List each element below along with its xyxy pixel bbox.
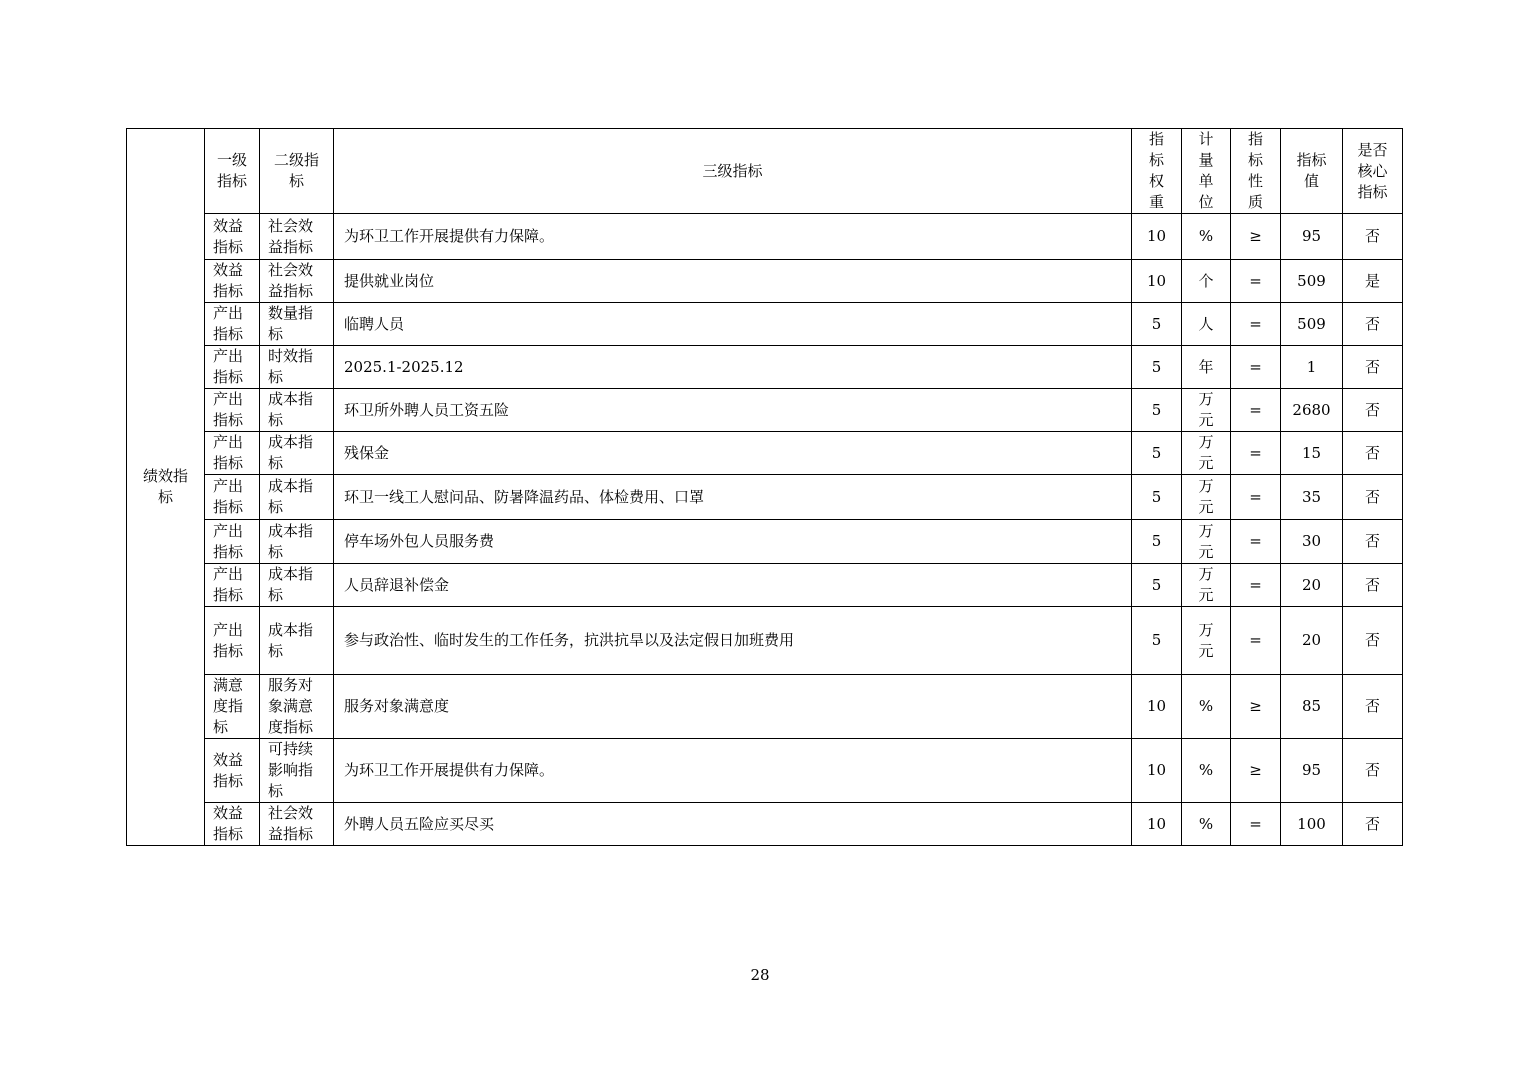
unit-cell: 个 — [1182, 260, 1231, 303]
level1-cell: 产出指标 — [205, 520, 260, 564]
level3-cell: 人员辞退补偿金 — [334, 564, 1132, 607]
core-cell: 否 — [1343, 520, 1403, 564]
unit-cell: 万元 — [1182, 389, 1231, 432]
value-cell: 85 — [1281, 675, 1343, 739]
level1-cell: 产出指标 — [205, 432, 260, 475]
nature-cell: = — [1231, 432, 1281, 475]
table-row — [127, 432, 1403, 475]
level1-cell: 效益指标 — [205, 214, 260, 260]
weight-cell: 5 — [1132, 564, 1182, 607]
level3-cell: 外聘人员五险应买尽买 — [334, 803, 1132, 846]
table-row — [127, 389, 1403, 432]
value-cell: 509 — [1281, 303, 1343, 346]
level3-cell: 环卫一线工人慰问品、防暑降温药品、体检费用、口罩 — [334, 475, 1132, 520]
unit-cell: % — [1182, 675, 1231, 739]
level3-cell: 2025.1-2025.12 — [334, 346, 1132, 389]
core-cell: 否 — [1343, 346, 1403, 389]
core-cell: 否 — [1343, 739, 1403, 803]
header-level1: 一级指标 — [205, 129, 260, 214]
weight-cell: 5 — [1132, 432, 1182, 475]
core-cell: 否 — [1343, 303, 1403, 346]
level1-cell: 产出指标 — [205, 475, 260, 520]
nature-cell: ≥ — [1231, 739, 1281, 803]
table-row — [127, 607, 1403, 675]
weight-cell: 10 — [1132, 803, 1182, 846]
header-level2: 二级指标 — [260, 129, 334, 214]
nature-cell: ≥ — [1231, 675, 1281, 739]
unit-cell: 万元 — [1182, 432, 1231, 475]
weight-cell: 5 — [1132, 303, 1182, 346]
level1-cell: 效益指标 — [205, 803, 260, 846]
nature-cell: = — [1231, 303, 1281, 346]
level3-cell: 残保金 — [334, 432, 1132, 475]
level2-cell: 服务对象满意度指标 — [260, 675, 334, 739]
nature-cell: = — [1231, 564, 1281, 607]
level3-cell: 服务对象满意度 — [334, 675, 1132, 739]
core-cell: 否 — [1343, 432, 1403, 475]
level1-cell: 满意度指标 — [205, 675, 260, 739]
level3-cell: 参与政治性、临时发生的工作任务，抗洪抗旱以及法定假日加班费用 — [334, 607, 1132, 675]
performance-indicator-table — [126, 128, 1403, 846]
core-cell: 是 — [1343, 260, 1403, 303]
level2-cell: 成本指标 — [260, 432, 334, 475]
level1-cell: 产出指标 — [205, 389, 260, 432]
level3-cell: 环卫所外聘人员工资五险 — [334, 389, 1132, 432]
level1-cell: 效益指标 — [205, 260, 260, 303]
unit-cell: 万元 — [1182, 475, 1231, 520]
table-row — [127, 214, 1403, 260]
core-cell: 否 — [1343, 564, 1403, 607]
value-cell: 95 — [1281, 214, 1343, 260]
weight-cell: 5 — [1132, 389, 1182, 432]
value-cell: 20 — [1281, 607, 1343, 675]
nature-cell: = — [1231, 346, 1281, 389]
value-cell: 35 — [1281, 475, 1343, 520]
weight-cell: 5 — [1132, 346, 1182, 389]
level3-cell: 临聘人员 — [334, 303, 1132, 346]
value-cell: 15 — [1281, 432, 1343, 475]
header-nature: 指标性质 — [1231, 129, 1281, 214]
value-cell: 95 — [1281, 739, 1343, 803]
unit-cell: % — [1182, 739, 1231, 803]
table-row — [127, 260, 1403, 303]
nature-cell: = — [1231, 389, 1281, 432]
header-unit: 计量单位 — [1182, 129, 1231, 214]
nature-cell: = — [1231, 803, 1281, 846]
level2-cell: 数量指标 — [260, 303, 334, 346]
level2-cell: 成本指标 — [260, 607, 334, 675]
nature-cell: ≥ — [1231, 214, 1281, 260]
weight-cell: 10 — [1132, 214, 1182, 260]
nature-cell: = — [1231, 260, 1281, 303]
core-cell: 否 — [1343, 675, 1403, 739]
unit-cell: 年 — [1182, 346, 1231, 389]
table-row — [127, 303, 1403, 346]
table-row — [127, 475, 1403, 520]
unit-cell: 万元 — [1182, 520, 1231, 564]
level3-cell: 为环卫工作开展提供有力保障。 — [334, 739, 1132, 803]
level2-cell: 社会效益指标 — [260, 260, 334, 303]
value-cell: 1 — [1281, 346, 1343, 389]
unit-cell: 万元 — [1182, 607, 1231, 675]
header-value: 指标值 — [1281, 129, 1343, 214]
value-cell: 30 — [1281, 520, 1343, 564]
core-cell: 否 — [1343, 803, 1403, 846]
table-row — [127, 739, 1403, 803]
level2-cell: 社会效益指标 — [260, 803, 334, 846]
weight-cell: 10 — [1132, 739, 1182, 803]
nature-cell: = — [1231, 475, 1281, 520]
level3-cell: 停车场外包人员服务费 — [334, 520, 1132, 564]
page-number: 28 — [750, 966, 770, 984]
weight-cell: 5 — [1132, 607, 1182, 675]
level2-cell: 成本指标 — [260, 389, 334, 432]
header-weight: 指标权重 — [1132, 129, 1182, 214]
core-cell: 否 — [1343, 389, 1403, 432]
nature-cell: = — [1231, 607, 1281, 675]
header-level3: 三级指标 — [334, 129, 1132, 214]
level2-cell: 成本指标 — [260, 520, 334, 564]
level1-cell: 产出指标 — [205, 564, 260, 607]
value-cell: 100 — [1281, 803, 1343, 846]
table-row — [127, 803, 1403, 846]
unit-cell: % — [1182, 214, 1231, 260]
level2-cell: 成本指标 — [260, 564, 334, 607]
group-label-cell — [127, 129, 205, 846]
core-cell: 否 — [1343, 214, 1403, 260]
header-core: 是否核心指标 — [1343, 129, 1403, 214]
table-row — [127, 675, 1403, 739]
core-cell: 否 — [1343, 475, 1403, 520]
core-cell: 否 — [1343, 607, 1403, 675]
level1-cell: 产出指标 — [205, 607, 260, 675]
level1-cell: 效益指标 — [205, 739, 260, 803]
header-row — [127, 129, 1403, 214]
weight-cell: 5 — [1132, 475, 1182, 520]
unit-cell: % — [1182, 803, 1231, 846]
value-cell: 509 — [1281, 260, 1343, 303]
weight-cell: 10 — [1132, 260, 1182, 303]
value-cell: 20 — [1281, 564, 1343, 607]
group-label: 绩效指标 — [142, 467, 188, 506]
table-row — [127, 564, 1403, 607]
weight-cell: 5 — [1132, 520, 1182, 564]
level2-cell: 可持续影响指标 — [260, 739, 334, 803]
value-cell: 2680 — [1281, 389, 1343, 432]
unit-cell: 万元 — [1182, 564, 1231, 607]
table-row — [127, 520, 1403, 564]
nature-cell: = — [1231, 520, 1281, 564]
unit-cell: 人 — [1182, 303, 1231, 346]
level2-cell: 时效指标 — [260, 346, 334, 389]
table-row — [127, 346, 1403, 389]
level1-cell: 产出指标 — [205, 346, 260, 389]
weight-cell: 10 — [1132, 675, 1182, 739]
level2-cell: 社会效益指标 — [260, 214, 334, 260]
level3-cell: 为环卫工作开展提供有力保障。 — [334, 214, 1132, 260]
level3-cell: 提供就业岗位 — [334, 260, 1132, 303]
level2-cell: 成本指标 — [260, 475, 334, 520]
level1-cell: 产出指标 — [205, 303, 260, 346]
